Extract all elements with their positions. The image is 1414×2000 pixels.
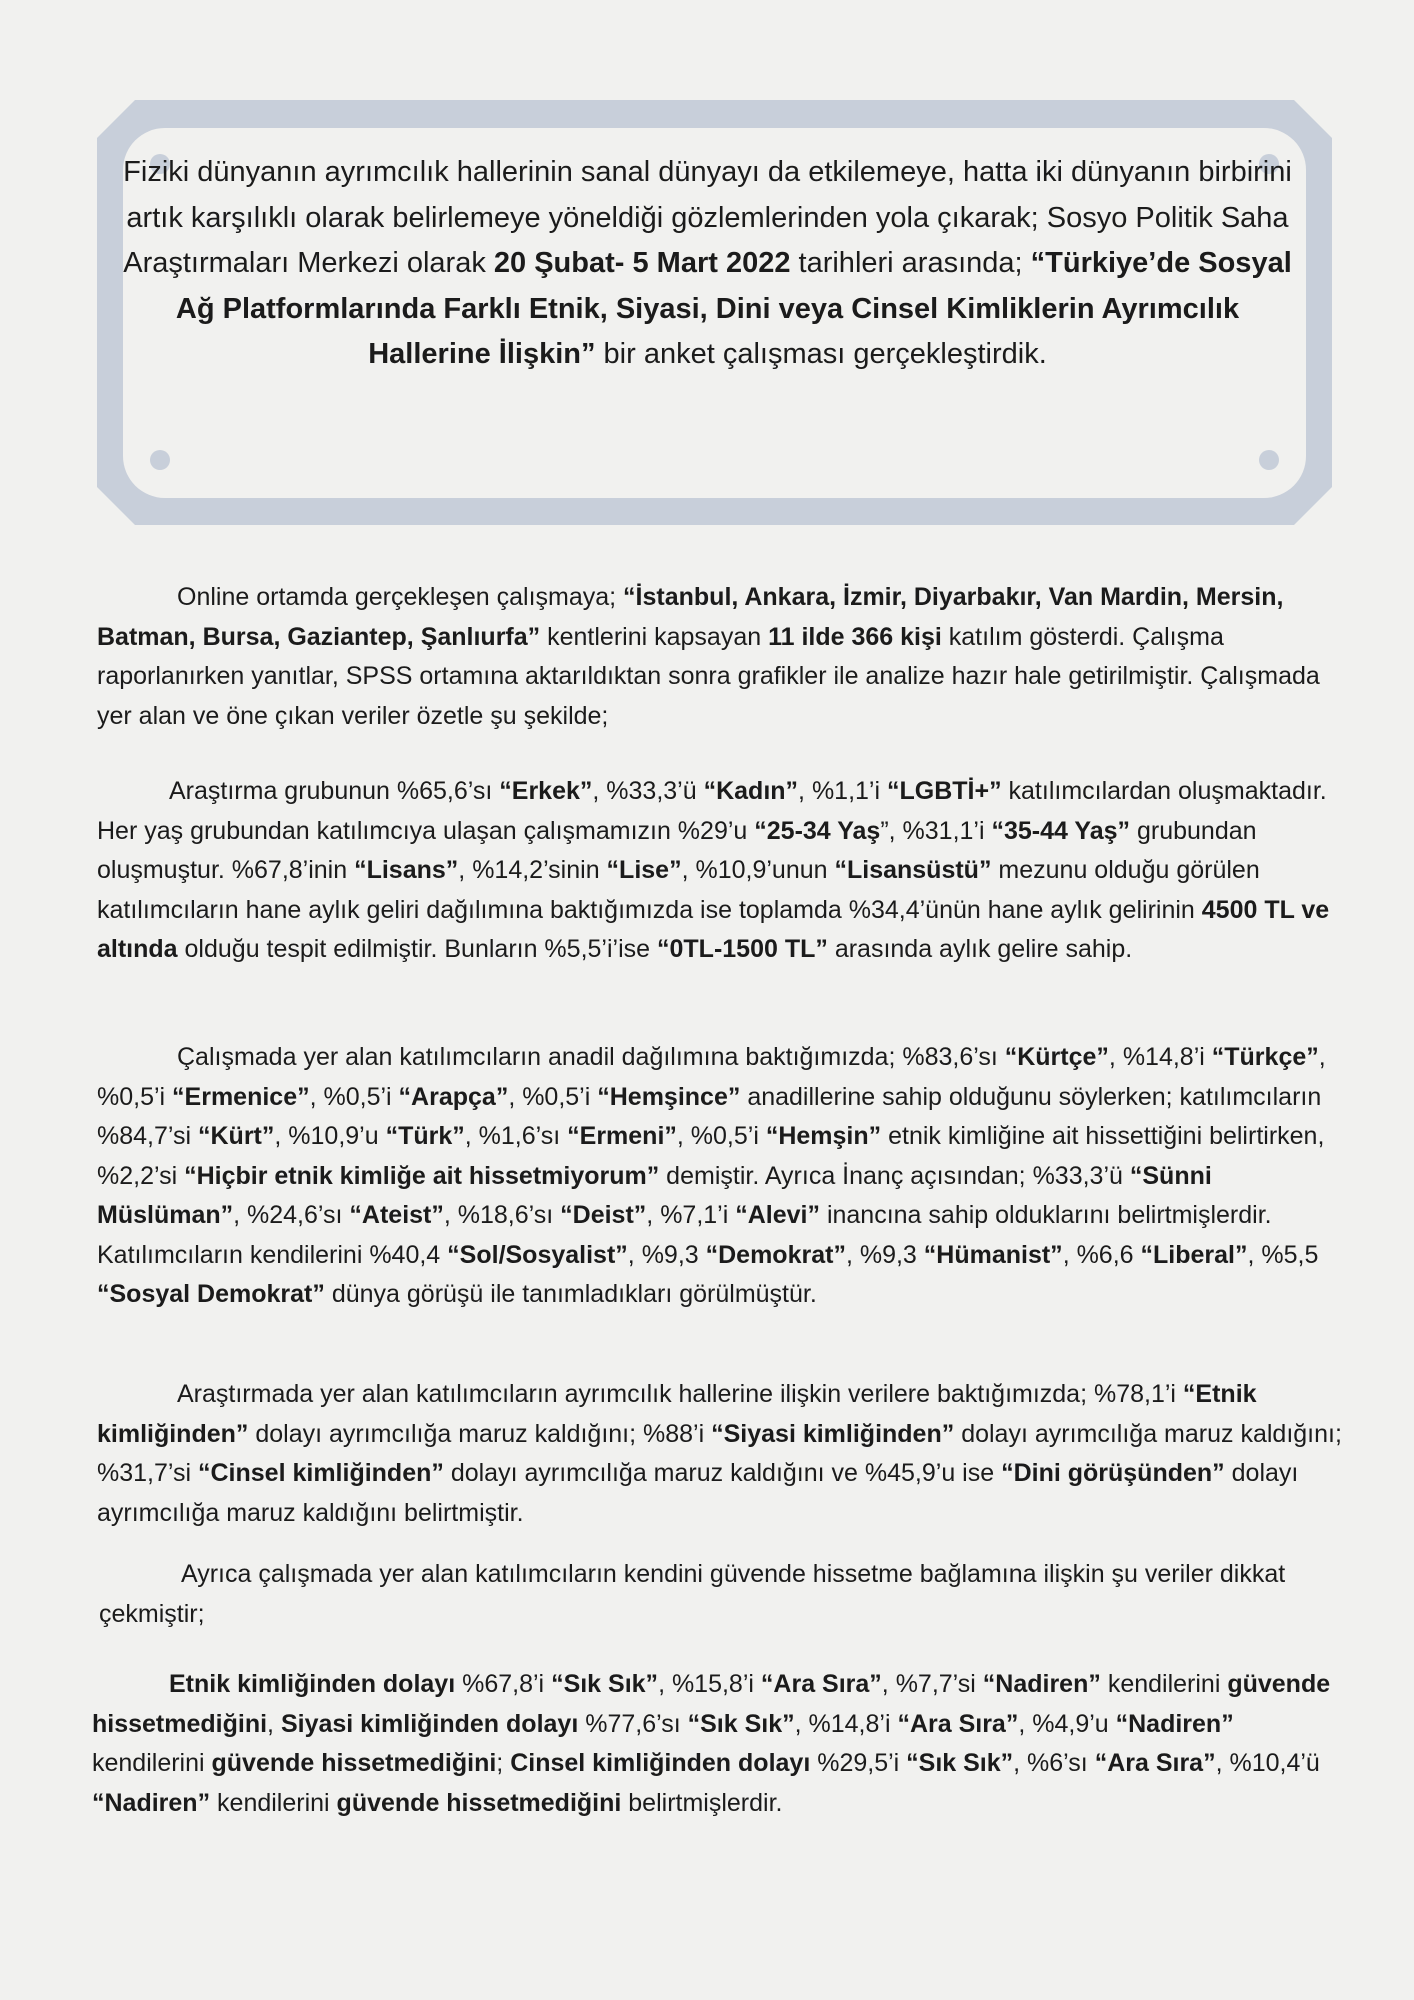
text-run: kendilerini [210, 1788, 337, 1817]
bold-text-run: “Deist” [560, 1201, 647, 1229]
text-run: , %0,5’i [97, 1043, 1326, 1111]
text-run: demiştir. Ayrıca İnanç açısından; %33,3’ü [659, 1161, 1130, 1190]
paragraph [97, 578, 1342, 736]
text-run: anadillerine sahip olduğunu söylerken; katılımcıların %84,7’si [97, 1082, 1322, 1150]
bold-text-run: “LGBTİ+” [886, 777, 1002, 805]
text-run: , %14,8’i [1108, 1043, 1212, 1071]
bold-text-run: “Liberal” [1140, 1240, 1248, 1269]
text-run: , %1,6’sı [464, 1122, 568, 1150]
text-run: , %14,2’sinin [458, 856, 607, 884]
text-run: tarihleri arasında; [790, 247, 1031, 279]
bold-text-run: “Ateist” [349, 1201, 444, 1229]
text-run: dolayı ayrımcılığa maruz kaldığını belirtmiştir. [97, 1459, 1299, 1527]
bold-text-run: güvende hissetmediğini [336, 1788, 622, 1817]
text-run: dolayı ayrımcılığa maruz kaldığını; %88’i [248, 1419, 712, 1448]
frame-dot-bottom-left [150, 450, 170, 470]
intro-text [120, 150, 1295, 378]
bold-text-run: “Etnik kimliğinden” [97, 1380, 1257, 1448]
text-run: , %15,8’i [658, 1670, 761, 1698]
frame-dot-bottom-right [1259, 450, 1279, 470]
text-run: , %6’sı [1013, 1749, 1095, 1777]
text-run: arasında aylık gelire sahip. [827, 935, 1133, 963]
bold-text-run: “Nadiren” [982, 1670, 1101, 1698]
bold-text-run: 20 Şubat- 5 Mart 2022 [493, 247, 791, 279]
paragraph [92, 1665, 1337, 1823]
bold-text-run: “Ara Sıra” [1094, 1749, 1216, 1777]
bold-text-run: güvende hissetmediğini [211, 1749, 497, 1777]
bold-text-run: “25-34 Yaş [754, 816, 881, 845]
bold-text-run: “Sık Sık” [687, 1709, 795, 1738]
bold-text-run: “Türk” [385, 1122, 465, 1150]
text-run: , %10,4’ü [1215, 1749, 1320, 1777]
text-run: olduğu tespit edilmiştir. Bunların %5,5’i’ise [177, 935, 657, 963]
text-run: , %10,9’unun [681, 856, 835, 884]
bold-text-run: “Hümanist” [923, 1240, 1063, 1269]
text-run: mezunu olduğu görülen katılımcıların hane aylık geliri dağılımına baktığımızda ise toplamda %34,4’ünün hane aylık gelirinin [97, 856, 1260, 924]
bold-text-run: Cinsel kimliğinden dolayı [510, 1749, 811, 1777]
bold-text-run: “Ermenice” [172, 1082, 310, 1111]
bold-text-run: “Lisansüstü” [834, 856, 992, 884]
text-run: , %0,5’i [309, 1082, 399, 1111]
bold-text-run: “Kürtçe” [1004, 1043, 1109, 1071]
text-run: , %14,8’i [794, 1709, 898, 1738]
text-run: kendilerini [92, 1749, 212, 1777]
bold-text-run: “Dini görüşünden” [1001, 1459, 1225, 1487]
bold-text-run: “Ara Sıra” [760, 1670, 882, 1698]
bold-text-run: “Cinsel kimliğinden” [198, 1459, 444, 1487]
text-run: etnik kimliğine ait hissettiğini belirtirken, %2,2’si [97, 1122, 1325, 1190]
bold-text-run: “Siyasi kimliğinden” [711, 1419, 955, 1448]
bold-text-run: “Kadın” [703, 777, 799, 805]
bold-text-run: Siyasi kimliğinden dolayı [280, 1709, 579, 1738]
paragraph [97, 1375, 1342, 1533]
text-run: %77,6’sı [578, 1709, 688, 1738]
text-run: , %0,5’i [676, 1122, 766, 1150]
bold-text-run: “Hiçbir etnik kimliğe ait hissetmiyorum” [184, 1161, 660, 1190]
text-run: , %6,6 [1062, 1240, 1141, 1269]
bold-text-run: “Arapça” [398, 1082, 509, 1111]
text-run: %67,8’i [455, 1670, 552, 1698]
bold-text-run: “Lise” [606, 856, 682, 884]
text-run: ; [496, 1749, 511, 1777]
text-run: , %9,3 [627, 1240, 706, 1269]
text-run: , %0,5’i [508, 1082, 598, 1111]
text-run: Ayrıca çalışmada yer alan katılımcıların kendini güvende hissetme bağlamına ilişkin şu veriler dikkat çekmiştir; [99, 1560, 1286, 1628]
text-run: bir anket çalışması gerçekleştirdik. [595, 338, 1047, 370]
text-run: kentlerini kapsayan [540, 622, 769, 651]
text-run: , %1,1’i [798, 777, 887, 805]
bold-text-run: “Kürt” [198, 1122, 275, 1150]
text-run: dolayı ayrımcılığa maruz kaldığını ve %45,9’u ise [443, 1459, 1002, 1487]
bold-text-run: “Sünni Müslüman” [97, 1161, 1212, 1229]
text-run: ”, %31,1’i [880, 816, 992, 845]
text-run: %29,5’i [810, 1749, 907, 1777]
text-run: , %4,9’u [1018, 1709, 1116, 1738]
text-run: kendilerini [1100, 1670, 1228, 1698]
text-run: , [267, 1709, 281, 1738]
paragraph [97, 1038, 1342, 1315]
bold-text-run: “Türkiye’de Sosyal Ağ Platformlarında Farklı Etnik, Siyasi, Dini veya Cinsel Kimliklerin Ayrımcılık Hallerine İlişkin” [175, 247, 1292, 370]
text-run: Çalışmada yer alan katılımcıların anadil dağılımına baktığımızda; %83,6’sı [177, 1043, 1005, 1071]
bold-text-run: “Sosyal Demokrat” [97, 1280, 325, 1308]
bold-text-run: “Lisans” [354, 856, 459, 884]
text-run: katılımcılardan oluşmaktadır. Her yaş grubundan katılımcıya ulaşan çalışmamızın %29’u [97, 777, 1327, 845]
bold-text-run: “Erkek” [499, 777, 593, 805]
bold-text-run: “Ara Sıra” [897, 1709, 1019, 1738]
bold-text-run: “Hemşince” [597, 1082, 741, 1111]
bold-text-run: güvende hissetmediğini [92, 1670, 1331, 1738]
bold-text-run: “Demokrat” [705, 1240, 846, 1269]
bold-text-run: Etnik kimliğinden dolayı [169, 1670, 456, 1698]
bold-text-run: “Nadiren” [1115, 1709, 1234, 1738]
text-run: Fiziki dünyanın ayrımcılık hallerinin sanal dünyayı da etkilemeye, hatta iki dünyanın birbirini artık karşılıklı olarak belirlemeye yöneldiği gözlemlerinden yola çıkarak; Sosyo Politik Saha Araştırmaları Merkezi olarak [123, 156, 1292, 279]
bold-text-run: “Sık Sık” [551, 1670, 659, 1698]
text-run: , %18,6’sı [443, 1201, 561, 1229]
text-run: belirtmişlerdir. [621, 1788, 783, 1817]
bold-text-run: “İstanbul, Ankara, İzmir, Diyarbakır, Van Mardin, Mersin, Batman, Bursa, Gaziantep, Şanlıurfa” [97, 583, 1284, 651]
text-run: , %5,5 [1247, 1240, 1319, 1269]
bold-text-run: “Ermeni” [567, 1122, 677, 1150]
text-run: , %9,3 [845, 1240, 924, 1269]
text-run: , %10,9’u [274, 1122, 386, 1150]
text-run: dolayı ayrımcılığa maruz kaldığını; %31,7’si [97, 1419, 1342, 1487]
paragraph [97, 772, 1342, 970]
bold-text-run: “Alevi” [735, 1201, 820, 1229]
bold-text-run: “0TL-1500 TL” [657, 935, 828, 963]
paragraph [99, 1555, 1309, 1634]
text-run: Araştırma grubunun %65,6’sı [169, 777, 500, 805]
text-run: grubundan oluşmuştur. %67,8’inin [97, 816, 1257, 884]
bold-text-run: “Sol/Sosyalist” [447, 1240, 628, 1269]
bold-text-run: “Hemşin” [765, 1122, 882, 1150]
text-run: Online ortamda gerçekleşen çalışmaya; [177, 583, 624, 611]
text-run: , %7,7’si [881, 1670, 983, 1698]
bold-text-run: 11 ilde 366 kişi [768, 622, 942, 651]
bold-text-run: “Nadiren” [92, 1788, 211, 1817]
bold-text-run: “35-44 Yaş” [991, 816, 1131, 845]
text-run: , %33,3’ü [592, 777, 704, 805]
text-run: katılım gösterdi. Çalışma raporlanırken yanıtlar, SPSS ortamına aktarıldıktan sonra grafikler ile analize hazır hale getirilmiştir. Çalışmada yer alan ve öne çıkan veriler özetle şu şekilde; [97, 622, 1320, 730]
text-run: , %24,6’sı [233, 1201, 350, 1229]
bold-text-run: “Sık Sık” [906, 1749, 1014, 1777]
text-run: inancına sahip olduklarını belirtmişlerdir. Katılımcıların kendilerini %40,4 [97, 1201, 1272, 1269]
text-run: dünya görüşü ile tanımladıkları görülmüştür. [324, 1280, 817, 1308]
bold-text-run: 4500 TL ve altında [97, 895, 1330, 963]
text-run: , %7,1’i [646, 1201, 736, 1229]
text-run: Araştırmada yer alan katılımcıların ayrımcılık hallerine ilişkin verilere baktığımızda; %78,1’i [177, 1380, 1183, 1408]
bold-text-run: “Türkçe” [1211, 1043, 1319, 1071]
